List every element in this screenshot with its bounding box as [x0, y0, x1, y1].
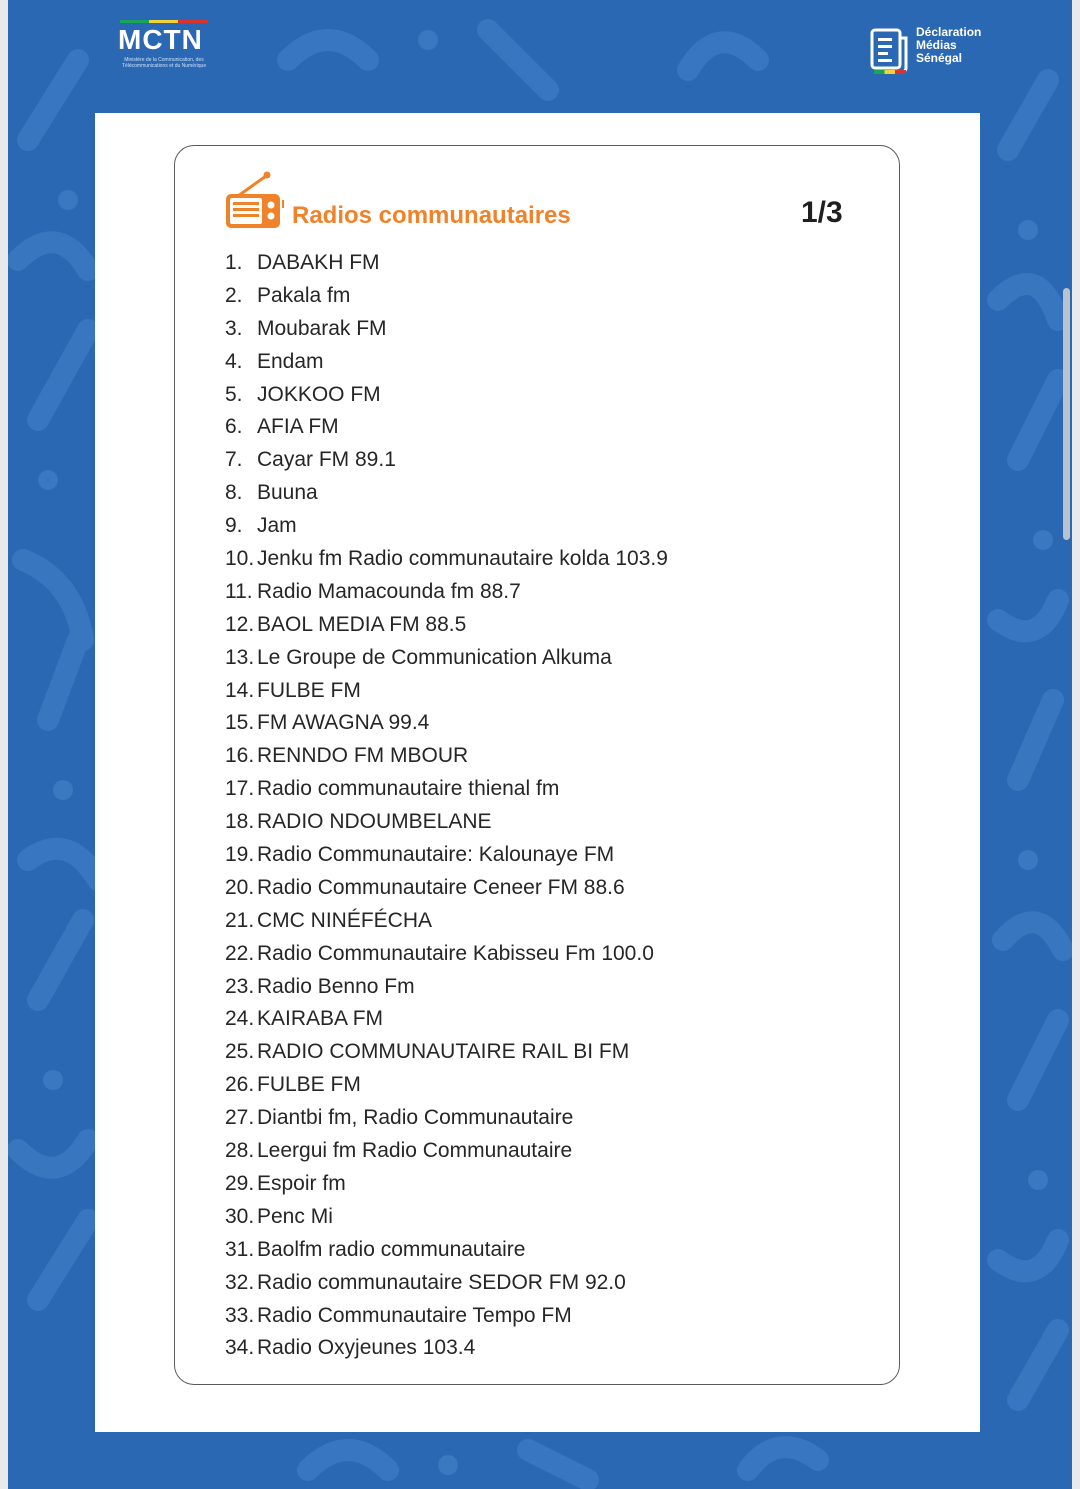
list-item-name: FULBE FM [257, 1073, 361, 1097]
list-item [225, 1003, 668, 1036]
list-item-name: Espoir fm [257, 1171, 346, 1195]
list-item [225, 1135, 668, 1168]
list-item-name: CMC NINÉFÉCHA [257, 908, 433, 932]
list-item [225, 609, 668, 642]
list-item-number: 4. [225, 349, 243, 373]
list-item [225, 1168, 668, 1201]
list-item [225, 971, 668, 1004]
list-item-number: 13. [225, 645, 255, 669]
list-item-name: Radio Benno Fm [257, 974, 415, 998]
list-item-name: Radio Mamacounda fm 88.7 [257, 579, 521, 603]
list-item-number: 3. [225, 316, 243, 340]
scrollbar[interactable] [1063, 288, 1070, 540]
list-item [225, 675, 668, 708]
list-item-number: 32. [225, 1270, 255, 1294]
list-item-number: 19. [225, 843, 255, 867]
list-item-name: FM AWAGNA 99.4 [257, 711, 430, 735]
list-item-name: DABAKH FM [257, 251, 380, 274]
list-item-name: AFIA FM [257, 415, 339, 439]
list-item [225, 1300, 668, 1333]
list-item-number: 21. [225, 908, 255, 932]
list-item [225, 839, 668, 872]
list-item-name: Radio Communautaire Tempo FM [257, 1303, 572, 1327]
list-item-number: 7. [225, 448, 243, 472]
list-item-name: Endam [257, 349, 324, 373]
list-item [225, 642, 668, 675]
list-item [225, 411, 668, 444]
list-item [225, 773, 668, 806]
list-item-number: 27. [225, 1106, 255, 1130]
list-item [225, 1234, 668, 1267]
list-item-number: 17. [225, 777, 255, 801]
radio-icon [224, 170, 284, 234]
list-item [225, 1267, 668, 1300]
list-item-number: 1. [225, 251, 243, 274]
list-item [225, 247, 668, 280]
list-item-number: 6. [225, 415, 243, 439]
document-icon [870, 28, 910, 74]
list-item-name: Radio Communautaire Ceneer FM 88.6 [257, 875, 625, 899]
list-item-number: 22. [225, 941, 255, 965]
list-item [225, 346, 668, 379]
list-item-number: 24. [225, 1007, 255, 1031]
list-item-name: KAIRABA FM [257, 1007, 384, 1031]
mctn-logo [118, 20, 228, 69]
list-item-name: FULBE FM [257, 678, 361, 702]
logo-line-1: Déclaration [916, 25, 982, 39]
radio-list [225, 247, 668, 1365]
list-item [225, 1332, 668, 1365]
list-item [225, 477, 668, 510]
list-item [225, 938, 668, 971]
list-item-number: 29. [225, 1171, 255, 1195]
list-item-name: Radio communautaire thienal fm [257, 777, 560, 801]
list-item-name: Buuna [257, 481, 318, 505]
list-item-number: 9. [225, 514, 243, 538]
list-item-number: 33. [225, 1303, 255, 1327]
list-item-name: RADIO COMMUNAUTAIRE RAIL BI FM [257, 1040, 630, 1064]
list-item-number: 31. [225, 1237, 255, 1261]
list-item-name: Le Groupe de Communication Alkuma [257, 645, 612, 669]
list-item-name: Cayar FM 89.1 [257, 448, 396, 472]
document-page [95, 113, 980, 1432]
logo-line-3: Sénégal [916, 51, 963, 65]
list-item-number: 20. [225, 875, 255, 899]
list-item-name: Jam [257, 514, 297, 538]
mctn-subtitle: Ministère de la Communication, des Télécommunications et du Numérique [121, 57, 207, 69]
list-item-number: 10. [225, 547, 255, 571]
list-item [225, 444, 668, 477]
list-item-name: RADIO NDOUMBELANE [257, 810, 492, 834]
list-item-number: 11. [225, 579, 253, 603]
list-item [225, 806, 668, 839]
declaration-medias-logo [870, 26, 1020, 86]
list-item-number: 2. [225, 283, 243, 307]
list-item-name: Leergui fm Radio Communautaire [257, 1139, 573, 1163]
list-item-name: RENNDO FM MBOUR [257, 744, 469, 768]
logo-line-2: Médias [916, 38, 957, 52]
list-item [225, 1036, 668, 1069]
page-indicator: 1/3 [801, 196, 843, 229]
list-item-name: Baolfm radio communautaire [257, 1237, 526, 1261]
list-item-name: JOKKOO FM [257, 382, 381, 406]
list-item-name: Pakala fm [257, 283, 351, 307]
list-item-number: 26. [225, 1073, 255, 1097]
mctn-brand: MCTN [118, 24, 203, 55]
radio-list-card [174, 145, 900, 1385]
list-item-number: 30. [225, 1204, 255, 1228]
list-item-name: Moubarak FM [257, 316, 387, 340]
list-item [225, 740, 668, 773]
list-item [225, 1102, 668, 1135]
list-item-name: Radio Communautaire: Kalounaye FM [257, 843, 615, 867]
list-item [225, 510, 668, 543]
list-item [225, 280, 668, 313]
flag-stripe-small [874, 70, 906, 74]
list-item-number: 12. [225, 612, 255, 636]
list-item-name: Radio communautaire SEDOR FM 92.0 [257, 1270, 626, 1294]
list-item-name: Radio Communautaire Kabisseu Fm 100.0 [257, 941, 654, 965]
list-item [225, 707, 668, 740]
list-item-number: 8. [225, 481, 243, 505]
list-item [225, 543, 668, 576]
list-item-name: BAOL MEDIA FM 88.5 [257, 612, 467, 636]
list-item-number: 23. [225, 974, 255, 998]
header [8, 0, 1072, 112]
list-item-name: Jenku fm Radio communautaire kolda 103.9 [257, 547, 668, 571]
list-item [225, 576, 668, 609]
list-item-number: 16. [225, 744, 255, 768]
list-item-name: Radio Oxyjeunes 103.4 [257, 1336, 476, 1360]
list-item-number: 34. [225, 1336, 255, 1360]
list-item-number: 18. [225, 810, 255, 834]
list-item-number: 25. [225, 1040, 255, 1064]
list-item-number: 15. [225, 711, 255, 735]
list-item-number: 5. [225, 382, 243, 406]
list-item-number: 28. [225, 1139, 255, 1163]
list-item [225, 872, 668, 905]
list-item-name: Penc Mi [257, 1204, 333, 1228]
section-title: Radios communautaires [292, 202, 571, 229]
list-item-name: Diantbi fm, Radio Communautaire [257, 1106, 574, 1130]
list-item [225, 313, 668, 346]
declaration-medias-text [916, 26, 981, 65]
list-item [225, 379, 668, 412]
list-item-number: 14. [225, 678, 255, 702]
list-item [225, 1069, 668, 1102]
list-item [225, 905, 668, 938]
list-item [225, 1201, 668, 1234]
